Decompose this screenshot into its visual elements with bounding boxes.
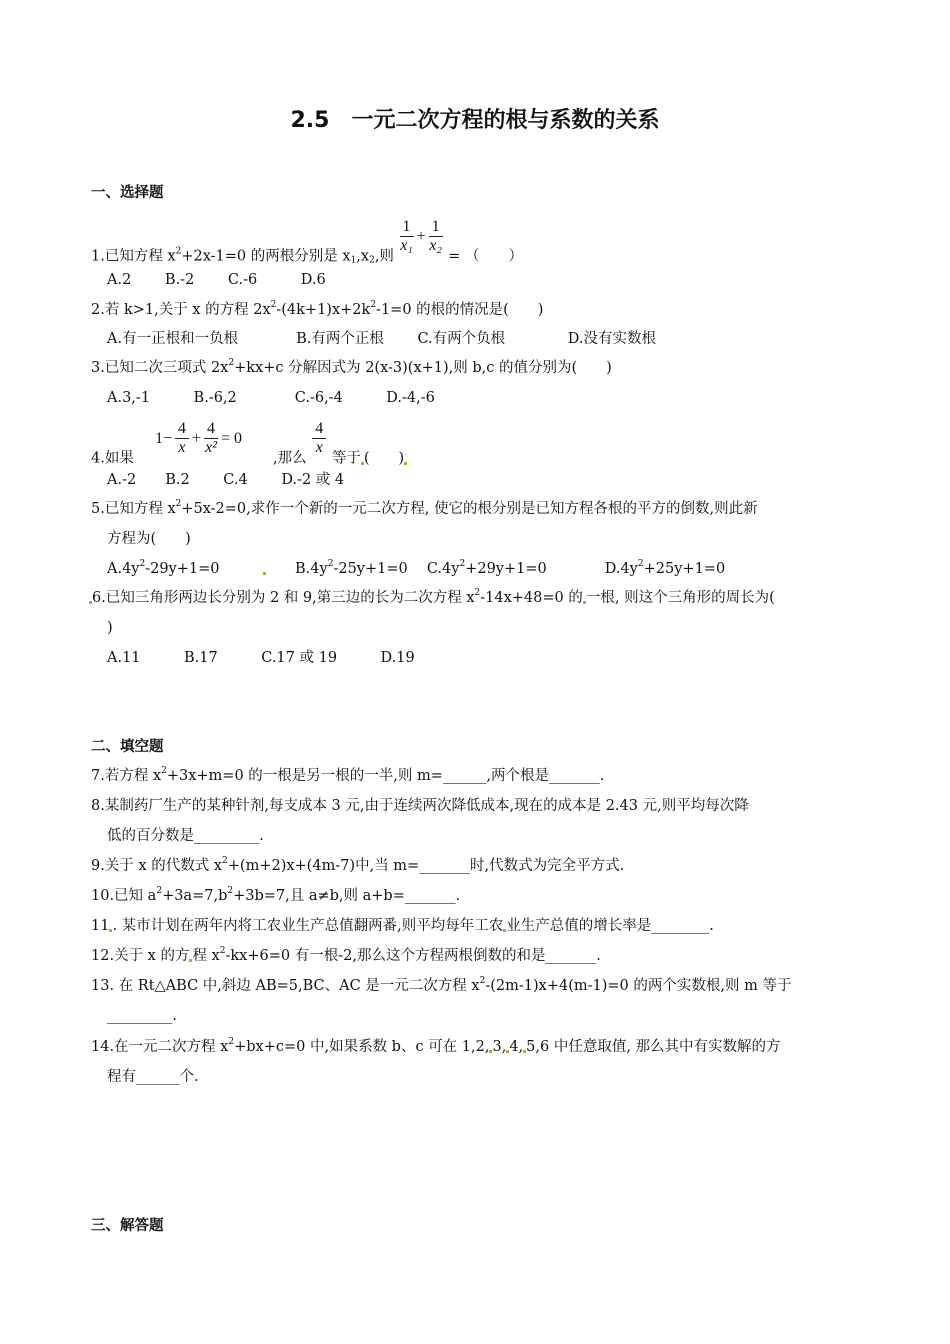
question-line <box>107 618 113 638</box>
text-segment: +3b=7,且 a≠b,则 a+b=_______. <box>233 888 461 904</box>
text-segment: _________. <box>107 1008 177 1024</box>
question-line <box>107 270 326 290</box>
superscript: 2 <box>222 856 228 866</box>
text-segment: A.-2 B.2 C.4 D.-2 或 4 <box>107 472 345 488</box>
fraction-denominator: x₂ <box>429 237 442 254</box>
superscript: 2 <box>459 559 466 569</box>
math-operator: 1− <box>154 429 172 447</box>
stray-mark <box>404 462 407 465</box>
section-heading-choice: 一、选择题 <box>91 185 164 201</box>
text-segment: +2x-1=0 的两根分别是 x <box>181 248 351 265</box>
text-segment: A.3,-1 B.-6,2 C.-6,-4 D.-4,-6 <box>107 390 435 406</box>
text-segment: 12.关于 x 的方 <box>91 948 190 964</box>
question-line <box>91 1037 781 1057</box>
superscript: 2 <box>161 766 167 776</box>
text-segment: . 某市计划在两年内将工农业生产总值翻两番,则平均每年工农 <box>112 918 504 934</box>
question-line <box>107 559 725 579</box>
fraction-numerator: 4 <box>312 420 326 439</box>
text-segment: 一根, 则这个三角形的周长为( <box>585 590 775 606</box>
fraction <box>312 420 326 457</box>
fraction-denominator: x₁ <box>400 237 413 254</box>
question-line <box>107 329 656 349</box>
fraction-denominator: x <box>315 439 323 456</box>
text-segment: +3a=7,b <box>162 888 228 904</box>
text-segment: -(4k+1)x+2k <box>276 302 371 318</box>
text-segment: 14.在一元二次方程 x <box>91 1039 229 1055</box>
superscript: 2 <box>327 559 334 569</box>
question-line <box>91 300 543 320</box>
math-operator: + <box>191 429 202 447</box>
question-line <box>107 529 191 549</box>
text-segment: +29y+1=0 D.4y <box>465 561 638 577</box>
text-segment: 9.关于 x 的代数式 x <box>91 858 223 874</box>
text-segment: ) <box>107 620 113 636</box>
fraction <box>400 218 414 255</box>
text-segment: -29y+1=0 <box>145 561 264 577</box>
text-segment: A.2 B.-2 C.-6 D.6 <box>107 272 326 288</box>
text-segment: 1.已知方程 x <box>91 248 176 265</box>
text-segment: 低的百分数是_________. <box>107 828 264 844</box>
text-segment: -(2m-1)x+4(m-1)=0 的两个实数根,则 m 等于 <box>485 978 792 994</box>
text-segment: ,则 <box>374 248 399 265</box>
question-line <box>91 886 460 906</box>
superscript: 2 <box>370 300 377 310</box>
text-segment: 4.如果 <box>91 450 153 467</box>
text-segment: 5,6 中任意取值, 那么其中有实数解的方 <box>526 1039 781 1055</box>
superscript: 2 <box>479 976 486 986</box>
text-segment: ,x <box>356 248 370 265</box>
question-line <box>91 796 749 816</box>
text-segment: +3x+m=0 的一根是另一根的一半,则 m=______,两个根是_______. <box>166 768 605 784</box>
question-line <box>91 946 601 966</box>
text-segment: +25y+1=0 <box>643 561 726 577</box>
section-heading-fill: 二、填空题 <box>91 739 164 755</box>
text-segment: A.有一正根和一负根 B.有两个正根 C.有两个负根 D.没有实数根 <box>107 331 656 347</box>
text-segment: +kx+c 分解因式为 2(x-3)(x+1),则 b,c 的值分别为( ) <box>234 360 612 376</box>
superscript: 2 <box>474 588 481 598</box>
fraction <box>429 218 443 255</box>
fraction-numerator: 4 <box>175 420 189 439</box>
text-segment: 10.已知 a <box>91 888 157 904</box>
text-segment: 7.若方程 x <box>91 768 162 784</box>
question-line <box>91 976 791 996</box>
superscript: 2 <box>228 358 235 368</box>
superscript: 2 <box>156 886 163 896</box>
text-segment: = （ ） <box>443 248 523 265</box>
fraction-numerator: 4 <box>204 420 218 439</box>
question-line <box>91 766 604 786</box>
superscript: 2 <box>139 559 146 569</box>
superscript: 2 <box>228 1037 235 1047</box>
fraction <box>175 420 189 457</box>
text-segment: 程有______个. <box>107 1069 199 1085</box>
text-segment: 程 x <box>192 948 220 964</box>
text-segment: ,那么 <box>244 450 312 467</box>
fraction <box>204 420 218 457</box>
question-line <box>107 388 435 408</box>
question-line <box>107 1067 199 1087</box>
question-line <box>107 1006 177 1026</box>
fraction-numerator: 1 <box>400 218 414 237</box>
superscript: 2 <box>270 300 277 310</box>
question-line <box>91 916 714 936</box>
question-line <box>91 358 612 378</box>
fraction-numerator: 1 <box>429 218 443 237</box>
text-segment: 3, <box>492 1039 507 1055</box>
text-segment: +(m+2)x+(4m-7)中,当 m=_______时,代数式为完全平方式. <box>227 858 625 874</box>
text-segment: A.11 B.17 C.17 或 19 D.19 <box>107 650 415 666</box>
question-line <box>107 826 264 846</box>
text-segment: 业生产总值的增长率是________. <box>506 918 714 934</box>
fraction-denominator: x² <box>205 439 217 456</box>
text-segment: 2.若 k>1,关于 x 的方程 2x <box>91 302 271 318</box>
math-operator: = 0 <box>221 429 243 447</box>
text-segment: B.4y <box>266 561 328 577</box>
text-segment: -1=0 的根的情况是( ) <box>376 302 544 318</box>
text-segment: -kx+6=0 有一根-2,那么这个方程两根倒数的和是_______. <box>225 948 601 964</box>
text-segment: 5.已知方程 x <box>91 501 176 517</box>
subscript: 1 <box>350 255 357 266</box>
text-segment: -14x+48=0 的 <box>480 590 583 606</box>
question-line <box>89 588 775 608</box>
superscript: 2 <box>219 946 226 956</box>
text-segment: ( ) <box>363 450 405 467</box>
text-segment: +5x-2=0,求作一个新的一元二次方程, 使它的根分别是已知方程各根的平方的倒数,则此新 <box>181 501 758 517</box>
superscript: 2 <box>175 246 182 257</box>
question-line <box>107 648 415 668</box>
question-line <box>91 856 624 876</box>
text-segment: 等于 <box>327 450 361 467</box>
text-segment: 4, <box>509 1039 524 1055</box>
math-operator: + <box>416 227 426 245</box>
page-title: 2.5 一元二次方程的根与系数的关系 <box>290 108 660 133</box>
question-line <box>91 499 758 519</box>
text-segment: 3.已知二次三项式 2x <box>91 360 229 376</box>
text-segment: 6.已知三角形两边长分别为 2 和 9,第三边的长为二次方程 x <box>92 590 475 606</box>
superscript: 2 <box>637 559 644 569</box>
text-segment: +bx+c=0 中,如果系数 b、c 可在 1,2, <box>234 1039 490 1055</box>
fraction-denominator: x <box>178 439 186 456</box>
text-segment: 13. 在 Rt△ABC 中,斜边 AB=5,BC、AC 是一元二次方程 x <box>91 978 480 994</box>
text-segment: 方程为( ) <box>107 531 191 547</box>
text-segment: A.4y <box>107 561 140 577</box>
superscript: 2 <box>227 886 234 896</box>
section-heading-answer: 三、解答题 <box>91 1218 164 1234</box>
text-segment: 11 <box>91 918 110 934</box>
superscript: 2 <box>175 499 182 509</box>
question-line <box>107 470 344 490</box>
subscript: 2 <box>369 255 375 266</box>
text-segment: -25y+1=0 C.4y <box>333 561 460 577</box>
text-segment: 8.某制药厂生产的某种针剂,每支成本 3 元,由于连续两次降低成本,现在的成本是 2.43 元,则平均每次降 <box>91 798 749 814</box>
